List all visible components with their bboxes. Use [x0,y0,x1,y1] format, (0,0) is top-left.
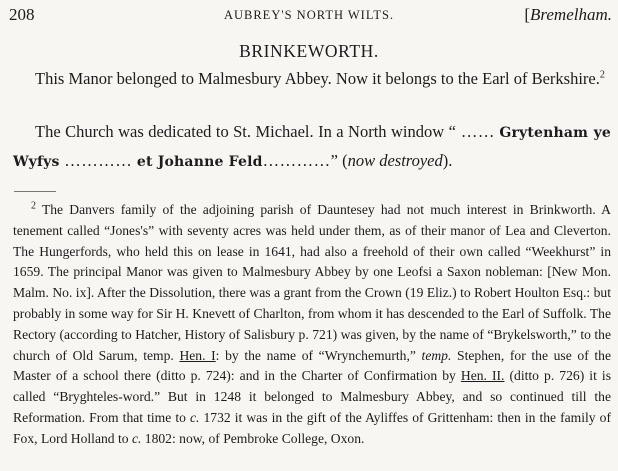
manor-paragraph-text: This Manor belonged to Malmesbury Abbey. Now it belongs to the Earl of Berkshire. [35,69,600,88]
footnote-text-2: : by the name of “Wrynchemurth,” [215,347,422,363]
footnote-paragraph [13,200,611,450]
inscription-blackletter-a: Grytenham ye Wyfys [13,125,612,170]
page-header [0,5,618,25]
footnote-underlined-2: Hen. II. [460,368,505,384]
footnote-text-6: 1802: now, of Pembroke College, Oxon. [141,430,365,446]
ellipsis-b: ………… [59,151,137,170]
footnote-text-3: Stephen, for the use of the Master of a school there (ditto p. 724): and in the Charter of Confirmation by [13,347,611,384]
ellipsis-c: ………… [262,151,331,170]
footnote-italic-2: c. [190,409,200,425]
section-title: BRINKEWORTH. [239,41,379,61]
page-number: 208 [9,5,35,24]
inscription-blackletter-b: et Johanne Feld [136,154,263,170]
footnote [13,200,611,450]
footnote-text-5: 1732 it was in the gift of the Ayliffes of Grittenham: then in the family of Fox, Lord Holland to [13,409,611,446]
section-reference: [ Bremelham. [524,5,612,25]
church-text-a: The Church was dedicated to St. Michael. In a North window “ [35,122,456,141]
footnote-marker: 2 [31,200,36,212]
now-destroyed-note: now destroyed [347,151,443,170]
church-paragraph [13,118,611,176]
footnote-underlined-1: Hen. I [179,347,216,363]
church-text-c: ). [442,151,453,170]
footnote-reference: 2 [599,69,605,81]
footnote-italic-1: temp. [421,347,452,363]
footnote-divider [14,191,56,192]
ellipsis-a: …… [455,122,495,141]
church-text-b: ” ( [330,151,348,170]
footnote-text-1: The Danvers family of the adjoining parish of Dauntesey had not much interest in Brinkworth. A tenement called “Jones's” with seventy acres was held under them, as of their manor of Lea and Cleverton. The Hungerfords, who held this on lease in 1641, had also a freehold of their own called “Weekhurst” in 1659. The principal Manor was given to Malmesbury Abbey by one Leofsi a Saxon nobleman: [New Mon. Malm. No. ix]. After the Dissolution, there was a grant from the Crown (19 Eliz.) to Robert Houlton Esq.: but probably in some way for Sir H. Knevett of Charlton, from whom it has descended to the Earl of Suffolk. The Rectory (according to Hatcher, History of Salisbury p. 721) was given, by the name of “Brykelsworth,” to the church of Old Sarum, temp. [13,202,611,363]
footnote-text-4: (ditto p. 726) it is called “Bryghteles-word.” But in 1248 it belonged to Malmesbury Abbey, and so continued till the Reformation. From that time to [13,368,611,425]
manor-paragraph [13,65,611,92]
footnote-italic-3: c. [131,430,142,446]
running-title: AUBREY'S NORTH WILTS. [223,8,395,22]
